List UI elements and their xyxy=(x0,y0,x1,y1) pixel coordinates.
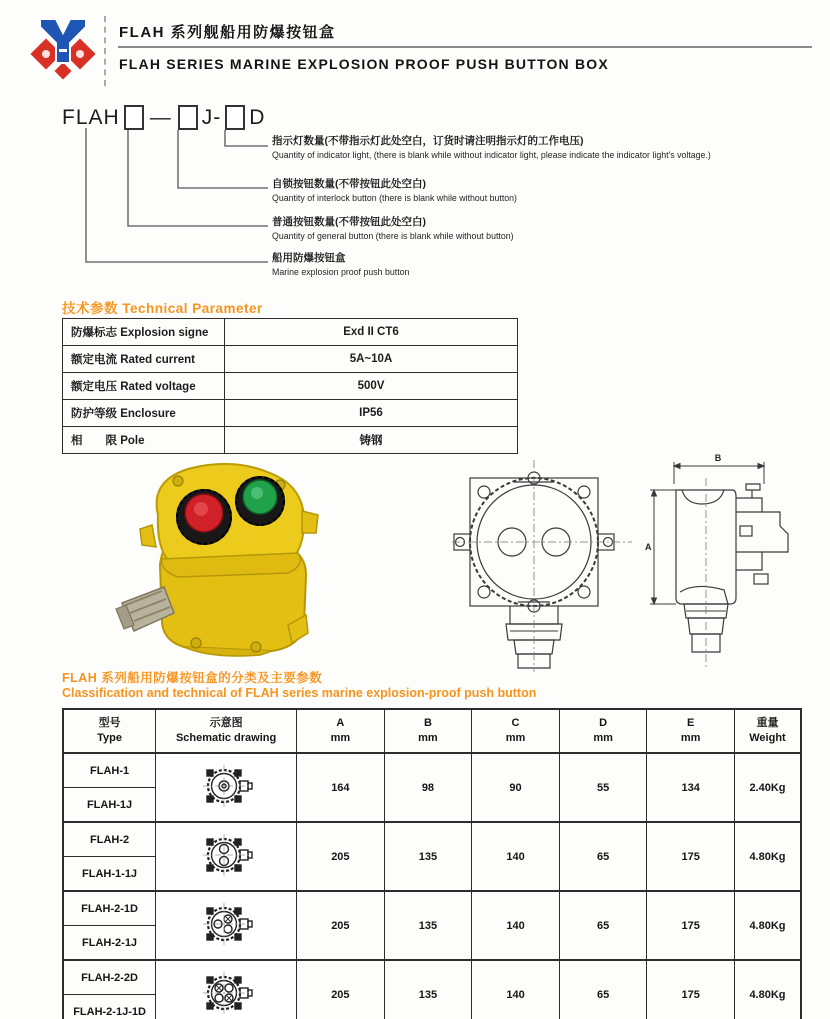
schematic-icon-2 xyxy=(197,832,255,878)
param-name: 防爆标志 Explosion signe xyxy=(63,319,225,346)
table-row xyxy=(63,346,518,373)
model-code-box-general xyxy=(124,105,144,130)
table-header-row xyxy=(63,709,801,753)
schematic-icon-1 xyxy=(197,763,255,809)
legend-marine-box: 船用防爆按钮盒 Marine explosion proof push button xyxy=(272,252,410,277)
tech-params-table xyxy=(62,318,518,454)
schematic-drawing-2-buttons xyxy=(156,822,297,891)
param-name: 额定电压 Rated voltage xyxy=(63,373,225,400)
param-value: 5A~10A xyxy=(225,346,518,373)
legend-indicator-light: 指示灯数量(不带指示灯此处空白，订货时请注明指示灯的工作电压) Quantity of indicator light, (there is blank while without indicator light, please indicate the indicator light's voltage.) xyxy=(272,135,711,160)
dim-e-value: 134 xyxy=(647,753,735,822)
schematic-drawing-4-buttons xyxy=(156,960,297,1019)
dim-a-value: 205 xyxy=(297,822,385,891)
dim-c-value: 140 xyxy=(472,891,560,960)
header-divider xyxy=(104,16,106,86)
model-type: FLAH-2 xyxy=(63,822,156,857)
model-type: FLAH-2-1D xyxy=(63,891,156,926)
table-row xyxy=(63,373,518,400)
col-header-schematic: 示意图 Schematic drawing xyxy=(156,709,297,753)
param-name: 额定电流 Rated current xyxy=(63,346,225,373)
classification-heading-zh: FLAH 系列船用防爆按钮盒的分类及主要参数 xyxy=(62,671,323,685)
table-row xyxy=(63,427,518,454)
model-code-d: D xyxy=(249,105,266,129)
model-type: FLAH-2-1J-1D xyxy=(63,995,156,1019)
param-name: 防护等级 Enclosure xyxy=(63,400,225,427)
model-type: FLAH-2-2D xyxy=(63,960,156,995)
col-header-e: E mm xyxy=(647,709,735,753)
dim-c-value: 90 xyxy=(472,753,560,822)
weight-value: 4.80Kg xyxy=(734,822,801,891)
table-row xyxy=(63,400,518,427)
legend-interlock-button: 自锁按钮数量(不带按钮此处空白) Quantity of interlock button (there is blank while without button) xyxy=(272,178,517,203)
weight-value: 4.80Kg xyxy=(734,891,801,960)
dim-d-value: 65 xyxy=(559,822,647,891)
dim-a-value: 205 xyxy=(297,960,385,1019)
model-code-j: J- xyxy=(201,105,222,129)
col-header-d: D mm xyxy=(559,709,647,753)
dim-a-value: 205 xyxy=(297,891,385,960)
dim-d-value: 55 xyxy=(559,753,647,822)
model-code-dash: — xyxy=(149,105,172,129)
schematic-icon-3 xyxy=(197,901,255,947)
col-header-b: B mm xyxy=(384,709,472,753)
param-value: IP56 xyxy=(225,400,518,427)
model-type: FLAH-1-1J xyxy=(63,857,156,892)
model-code-prefix: FLAH xyxy=(62,105,120,129)
dim-d-value: 65 xyxy=(559,891,647,960)
schematic-drawing-3-buttons xyxy=(156,891,297,960)
schematic-icon-4 xyxy=(197,970,255,1016)
classification-heading-en: Classification and technical of FLAH series marine explosion-proof push button xyxy=(62,686,537,700)
legend-general-button: 普通按钮数量(不带按钮此处空白) Quantity of general button (there is blank while without button) xyxy=(272,216,514,241)
page-title-en: FLAH SERIES MARINE EXPLOSION PROOF PUSH BUTTON BOX xyxy=(119,56,609,72)
product-photo xyxy=(92,455,348,667)
side-view-drawing xyxy=(636,452,804,674)
dim-a-value: 164 xyxy=(297,753,385,822)
table-row xyxy=(63,891,801,926)
param-value: 500V xyxy=(225,373,518,400)
col-header-weight: 重量 Weight xyxy=(734,709,801,753)
red-button-icon xyxy=(176,489,232,545)
dim-e-value: 175 xyxy=(647,822,735,891)
classification-heading xyxy=(62,671,536,701)
front-view-drawing xyxy=(448,458,636,674)
param-value: 铸钢 xyxy=(225,427,518,454)
model-type: FLAH-2-1J xyxy=(63,926,156,961)
dim-c-value: 140 xyxy=(472,822,560,891)
dim-c-value: 140 xyxy=(472,960,560,1019)
green-button-icon xyxy=(235,476,285,526)
dim-b-value: 135 xyxy=(384,960,472,1019)
table-row xyxy=(63,822,801,857)
dim-b-value: 135 xyxy=(384,891,472,960)
tech-params-heading: 技术参数 Technical Parameter xyxy=(62,301,263,316)
dim-d-value: 65 xyxy=(559,960,647,1019)
company-logo xyxy=(30,13,96,83)
weight-value: 2.40Kg xyxy=(734,753,801,822)
col-header-c: C mm xyxy=(472,709,560,753)
dim-e-value: 175 xyxy=(647,960,735,1019)
dim-e-value: 175 xyxy=(647,891,735,960)
param-value: Exd II CT6 xyxy=(225,319,518,346)
model-code-line xyxy=(62,105,265,130)
model-type: FLAH-1 xyxy=(63,753,156,788)
dim-label-b: B xyxy=(714,453,722,463)
table-row xyxy=(63,753,801,788)
weight-value: 4.80Kg xyxy=(734,960,801,1019)
table-row xyxy=(63,960,801,995)
dim-b-value: 98 xyxy=(384,753,472,822)
param-name: 相 限 Pole xyxy=(63,427,225,454)
model-type: FLAH-1J xyxy=(63,788,156,823)
schematic-drawing-1-button xyxy=(156,753,297,822)
dim-b-value: 135 xyxy=(384,822,472,891)
model-code-box-interlock xyxy=(178,105,198,130)
table-row xyxy=(63,319,518,346)
title-rule xyxy=(118,46,812,48)
page-title-zh: FLAH 系列舰船用防爆按钮盒 xyxy=(119,24,336,41)
classification-table xyxy=(62,708,802,1019)
col-header-a: A mm xyxy=(297,709,385,753)
col-header-type: 型号 Type xyxy=(63,709,156,753)
dim-label-a: A xyxy=(645,542,652,552)
model-code-box-indicator xyxy=(225,105,245,130)
